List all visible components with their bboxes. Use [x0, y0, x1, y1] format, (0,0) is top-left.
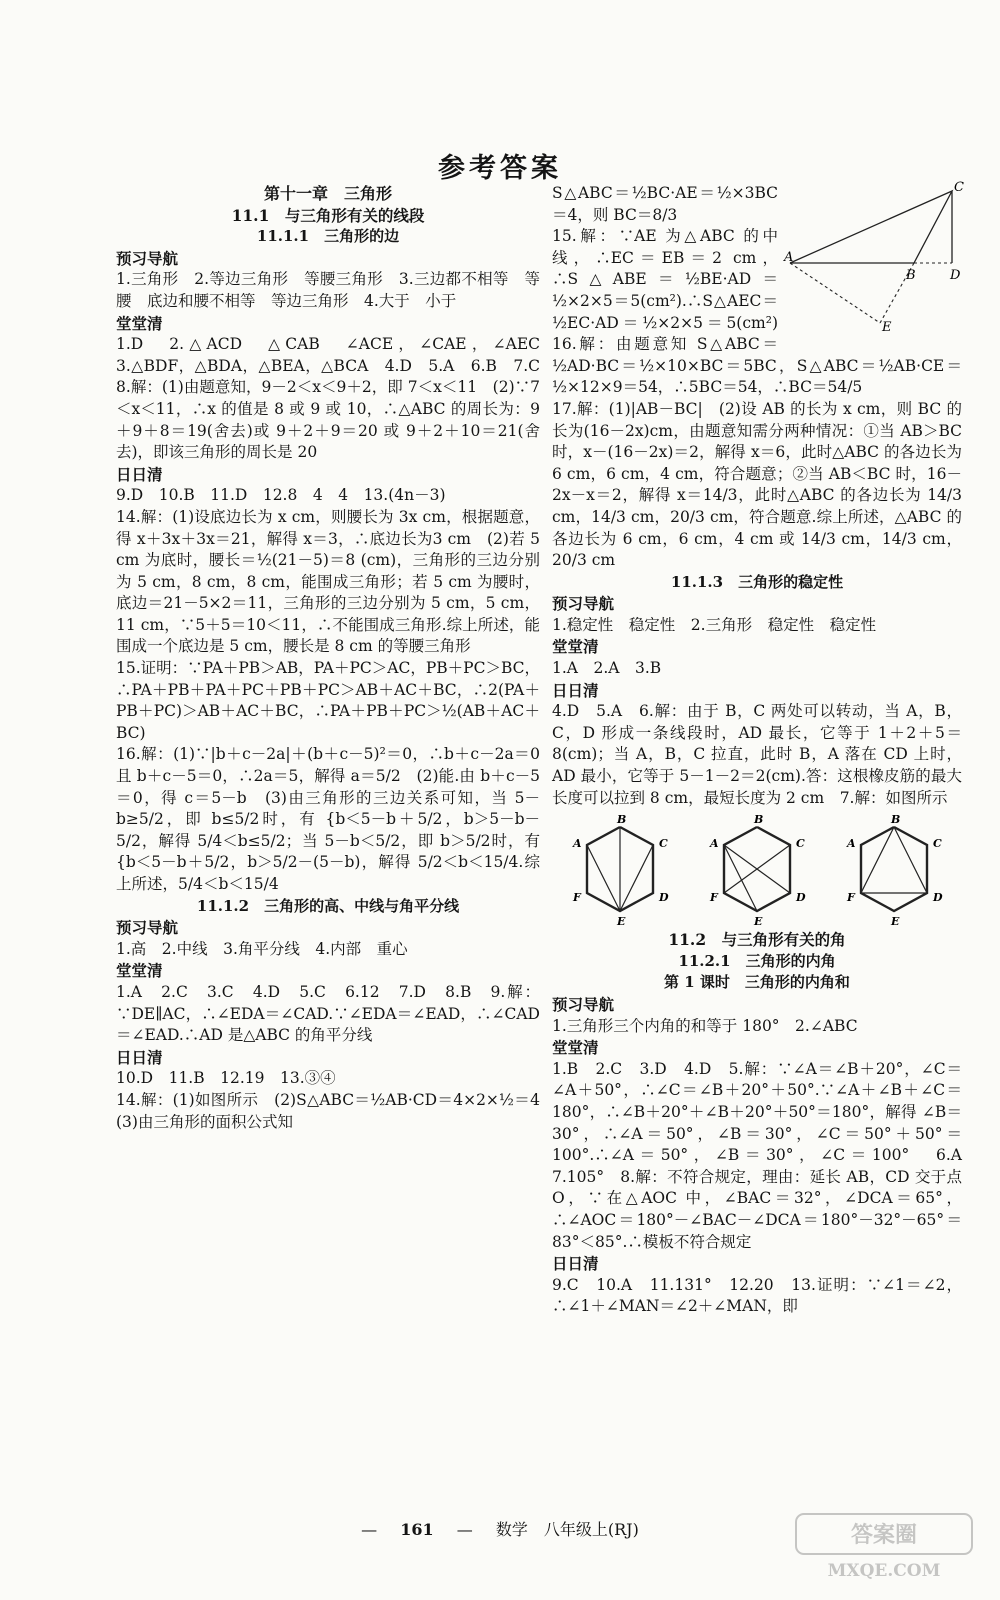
answer-paragraph: 10.D 11.B 12.19 13.③④: [116, 1069, 336, 1088]
label-e: E: [882, 320, 892, 335]
section-heading: 预习导航: [116, 918, 179, 938]
hex-vertex-label: B: [753, 813, 764, 827]
section-heading: 日日清: [116, 1047, 163, 1067]
section-heading: 堂堂清: [116, 313, 163, 333]
answer-paragraph: S△ABC＝½BC·AE＝½×3BC＝4，则 BC＝8/3: [552, 184, 778, 224]
answer-paragraph: 15.解：∵AE 为△ABC 的中线，∴EC＝EB＝2 cm，∴S△ABE＝½BE·AD＝½×2×5＝5(cm²).∴S△AEC＝½EC·AD＝½×2×5＝5(cm²) 16.解：由题意知 S△ABC＝½AD·BC＝½×10×BC＝5BC，S△ABC＝½AB·CE＝½×12×9＝54，∴5BC＝54，∴BC＝54/5: [552, 227, 962, 397]
page-title: 参考答案: [438, 153, 562, 184]
hexagon-figure-2: [702, 813, 812, 929]
hex-vertex-label: F: [709, 891, 718, 905]
page-number: 161: [400, 1520, 434, 1539]
answer-paragraph: 1.高 2.中线 3.角平分线 4.内部 重心: [116, 939, 408, 958]
hex-vertex-label: F: [846, 891, 855, 905]
hex-vertex-label: A: [573, 837, 582, 851]
hex-vertex-label: A: [709, 837, 719, 851]
svg-text:MXQE.COM: MXQE.COM: [827, 1561, 941, 1581]
hex-vertex-label: A: [846, 837, 856, 851]
label-d: D: [950, 268, 961, 283]
section-heading: 日日清: [116, 464, 163, 484]
hex-vertex-label: C: [795, 837, 805, 851]
chapter-heading: 11.1.1 三角形的边: [256, 227, 400, 246]
hex-vertex-label: F: [573, 891, 582, 905]
answer-paragraph: 1.稳定性 稳定性 2.三角形 稳定性 稳定性: [552, 615, 877, 634]
chapter-heading: 11.1.2 三角形的高、中线与角平分线: [196, 896, 460, 915]
answer-paragraph: 9.C 10.A 11.131° 12.20 13.证明：∵∠1＝∠2，∴∠1＋∠MAN＝∠2＋∠MAN，即: [552, 1275, 962, 1316]
hexagon-figures: [552, 813, 962, 929]
chapter-heading: 11.1.3 三角形的稳定性: [670, 572, 844, 591]
page-footer: — 161 — 数学 八年级上(RJ): [361, 1520, 639, 1539]
answer-paragraph: 4.D 5.A 6.解：由于 B，C 两处可以转动，当 A，B，C，D 形成一条线段时，AD 最长，它等于 1＋2＋5＝8(cm)；当 A，B，C 拉直，此时 B，A 落在 CD 上时，AD 最小，它等于 5－1－2＝2(cm).答：这根橡皮筋的最大长度可以拉到 8 cm，最短长度为 2 cm 7.解：如图所示: [552, 702, 962, 807]
label-c: C: [954, 180, 964, 195]
answer-paragraph: 1.D 2.△ACD △CAB ∠ACE，∠CAE，∠AEC 3.△BDF，△BDA，△BEA，△BCA 4.D 5.A 6.B 7.C 8.解：(1)由题意知，9－2＜x＜9＋2，即 7＜x＜11 (2)∵7＜x＜11，∴x 的值是 8 或 9 或 10，∴△ABC 的周长为：9＋9＋8＝19(舍去)或 9＋2＋9＝20 或 9＋2＋10＝21(舍去)，即该三角形的周长是 20: [116, 335, 556, 462]
section-heading: 堂堂清: [552, 637, 599, 657]
chapter-heading: 第十一章 三角形: [263, 184, 392, 203]
svg-text:答案圈: 答案圈: [850, 1522, 918, 1548]
section-heading: 堂堂清: [552, 1038, 599, 1058]
answer-paragraph: 15.证明：∵PA＋PB＞AB，PA＋PC＞AC，PB＋PC＞BC，∴PA＋PB＋PA＋PC＋PB＋PC＞AB＋AC＋BC，∴2(PA＋PB＋PC)＞AB＋AC＋BC，∴PA＋PB＋PC＞½(AB＋AC＋BC): [116, 659, 540, 742]
subject-label: 数学 八年级上(RJ): [495, 1520, 639, 1539]
hex-vertex-label: C: [932, 837, 942, 851]
hex-vertex-label: D: [659, 891, 669, 905]
hex-vertex-label: B: [617, 813, 627, 827]
label-b: B: [906, 268, 916, 283]
hex-vertex-label: E: [890, 915, 900, 929]
hex-vertex-label: E: [617, 915, 626, 929]
hex-vertex-label: C: [659, 837, 669, 851]
hex-vertex-label: B: [890, 813, 900, 827]
answer-paragraph: 1.三角形 2.等边三角形 等腰三角形 3.三边都不相等 等腰 底边和腰不相等 等边三角形 4.大于 小于: [116, 270, 540, 310]
right-column: [552, 180, 978, 1318]
chapter-heading: 11.2.1 三角形的内角: [678, 951, 836, 970]
section-heading: 预习导航: [116, 248, 179, 268]
triangle-figure-acb: [784, 180, 964, 335]
section-heading: 预习导航: [552, 995, 615, 1014]
answer-paragraph: 14.解：(1)如图所示 (2)S△ABC＝½AB·CD＝4×2×½＝4 (3)由三角形的面积公式知: [116, 1090, 556, 1131]
hexagon-figure-1: [565, 813, 675, 929]
answer-paragraph: 1.A 2.C 3.C 4.D 5.C 6.12 7.D 8.B 9.解：∵DE∥AC，∴∠EDA＝∠CAD.∵∠EDA＝∠EAD，∴∠CAD＝∠EAD.∴AD 是△ABC 的角平分线: [116, 982, 540, 1045]
label-a: A: [784, 250, 794, 265]
left-column: [116, 183, 556, 1133]
answer-paragraph: 14.解：(1)设底边长为 x cm，则腰长为 3x cm，根据题意，得 x＋3x＋3x＝21，解得 x＝3，∴底边长为3 cm (2)若 5 cm 为底时，腰长＝½(21－5)＝8 (cm)，三角形的三边分别为 5 cm，8 cm，8 cm，能围成三角形；若 5 cm 为腰时，底边＝21－5×2＝11，三角形的三边分别为 5 cm，5 cm，11 cm，∵5＋5＝10＜11，∴不能围成三角形.综上所述，能围成一个底边是 5 cm，腰长是 8 cm 的等腰三角形: [116, 507, 540, 656]
answer-paragraph: 1.A 2.A 3.B: [552, 659, 662, 678]
answer-paragraph: 9.D 10.B 11.D 12.8 4 4 13.(4n－3): [116, 486, 446, 505]
answer-paragraph: 17.解：(1)|AB－BC| (2)设 AB 的长为 x cm，则 BC 的长为(16－2x)cm，由题意知需分两种情况：①当 AB＞BC 时，x－(16－2x)＝2，解得 x＝6，此时△ABC 的各边长为 6 cm，6 cm，4 cm，符合题意；②当 AB＜BC 时，16－2x－x＝2，解得 x＝14/3，此时△ABC 的各边长为 14/3 cm，14/3 cm，20/3 cm，符合题意.综上所述，△ABC 的各边长为 6 cm，6 cm，4 cm 或 14/3 cm，14/3 cm，20/3 cm: [552, 399, 962, 570]
hex-vertex-label: E: [753, 915, 763, 929]
section-heading: 日日清: [552, 680, 599, 700]
answer-paragraph: 1.B 2.C 3.D 4.D 5.解：∵∠A＝∠B＋20°，∠C＝∠A＋50°，∴∠C＝∠B＋20°＋50°.∵∠A＋∠B＋∠C＝180°，∴∠B＋20°＋∠B＋20°＋50°＝180°，解得 ∠B＝30°，∴∠A＝50°，∠B＝30°，∠C＝50°＋50°＝100°.∴∠A＝50°，∠B＝30°，∠C＝100° 6.A 7.105° 8.解：不符合规定，理由：延长 AB，CD 交于点 O，∵在△AOC 中，∠BAC＝32°，∠DCA＝65°，∴∠AOC＝180°－∠BAC－∠DCA＝180°－32°－65°＝83°＜85°.∴模板不符合规定: [552, 1059, 978, 1251]
section-heading: 预习导航: [552, 594, 615, 614]
chapter-heading: 11.1 与三角形有关的线段: [231, 205, 425, 225]
answer-paragraph: 16.解：(1)∵|b＋c－2a|＋(b＋c－5)²＝0，∴b＋c－2a＝0 且 b＋c－5＝0，∴2a＝5，解得 a＝5/2 (2)能.由 b＋c－5＝0，得 c＝5－b (3)由三角形的三边关系可知，当 5－b≥5/2，即 b≤5/2时，有 {b＜5－b＋5/2，b＞5－b－5/2，解得 5/4＜b≤5/2；当 5－b＜5/2，即 b＞5/2时，有 {b＜5－b＋5/2，b＞5/2－(5－b)，解得 5/2＜b＜15/4.综上所述，5/4＜b＜15/4: [116, 745, 540, 893]
hex-vertex-label: D: [795, 891, 806, 905]
watermark-logo: [794, 1512, 974, 1582]
section-heading: 堂堂清: [116, 961, 163, 981]
section-heading: 日日清: [552, 1254, 599, 1274]
chapter-heading: 11.2 与三角形有关的角: [668, 930, 846, 950]
hexagon-figure-3: [839, 813, 949, 929]
chapter-heading: 第 1 课时 三角形的内角和: [664, 973, 850, 992]
answer-paragraph: 1.三角形三个内角的和等于 180° 2.∠ABC: [552, 1016, 858, 1035]
hex-vertex-label: D: [932, 891, 943, 905]
